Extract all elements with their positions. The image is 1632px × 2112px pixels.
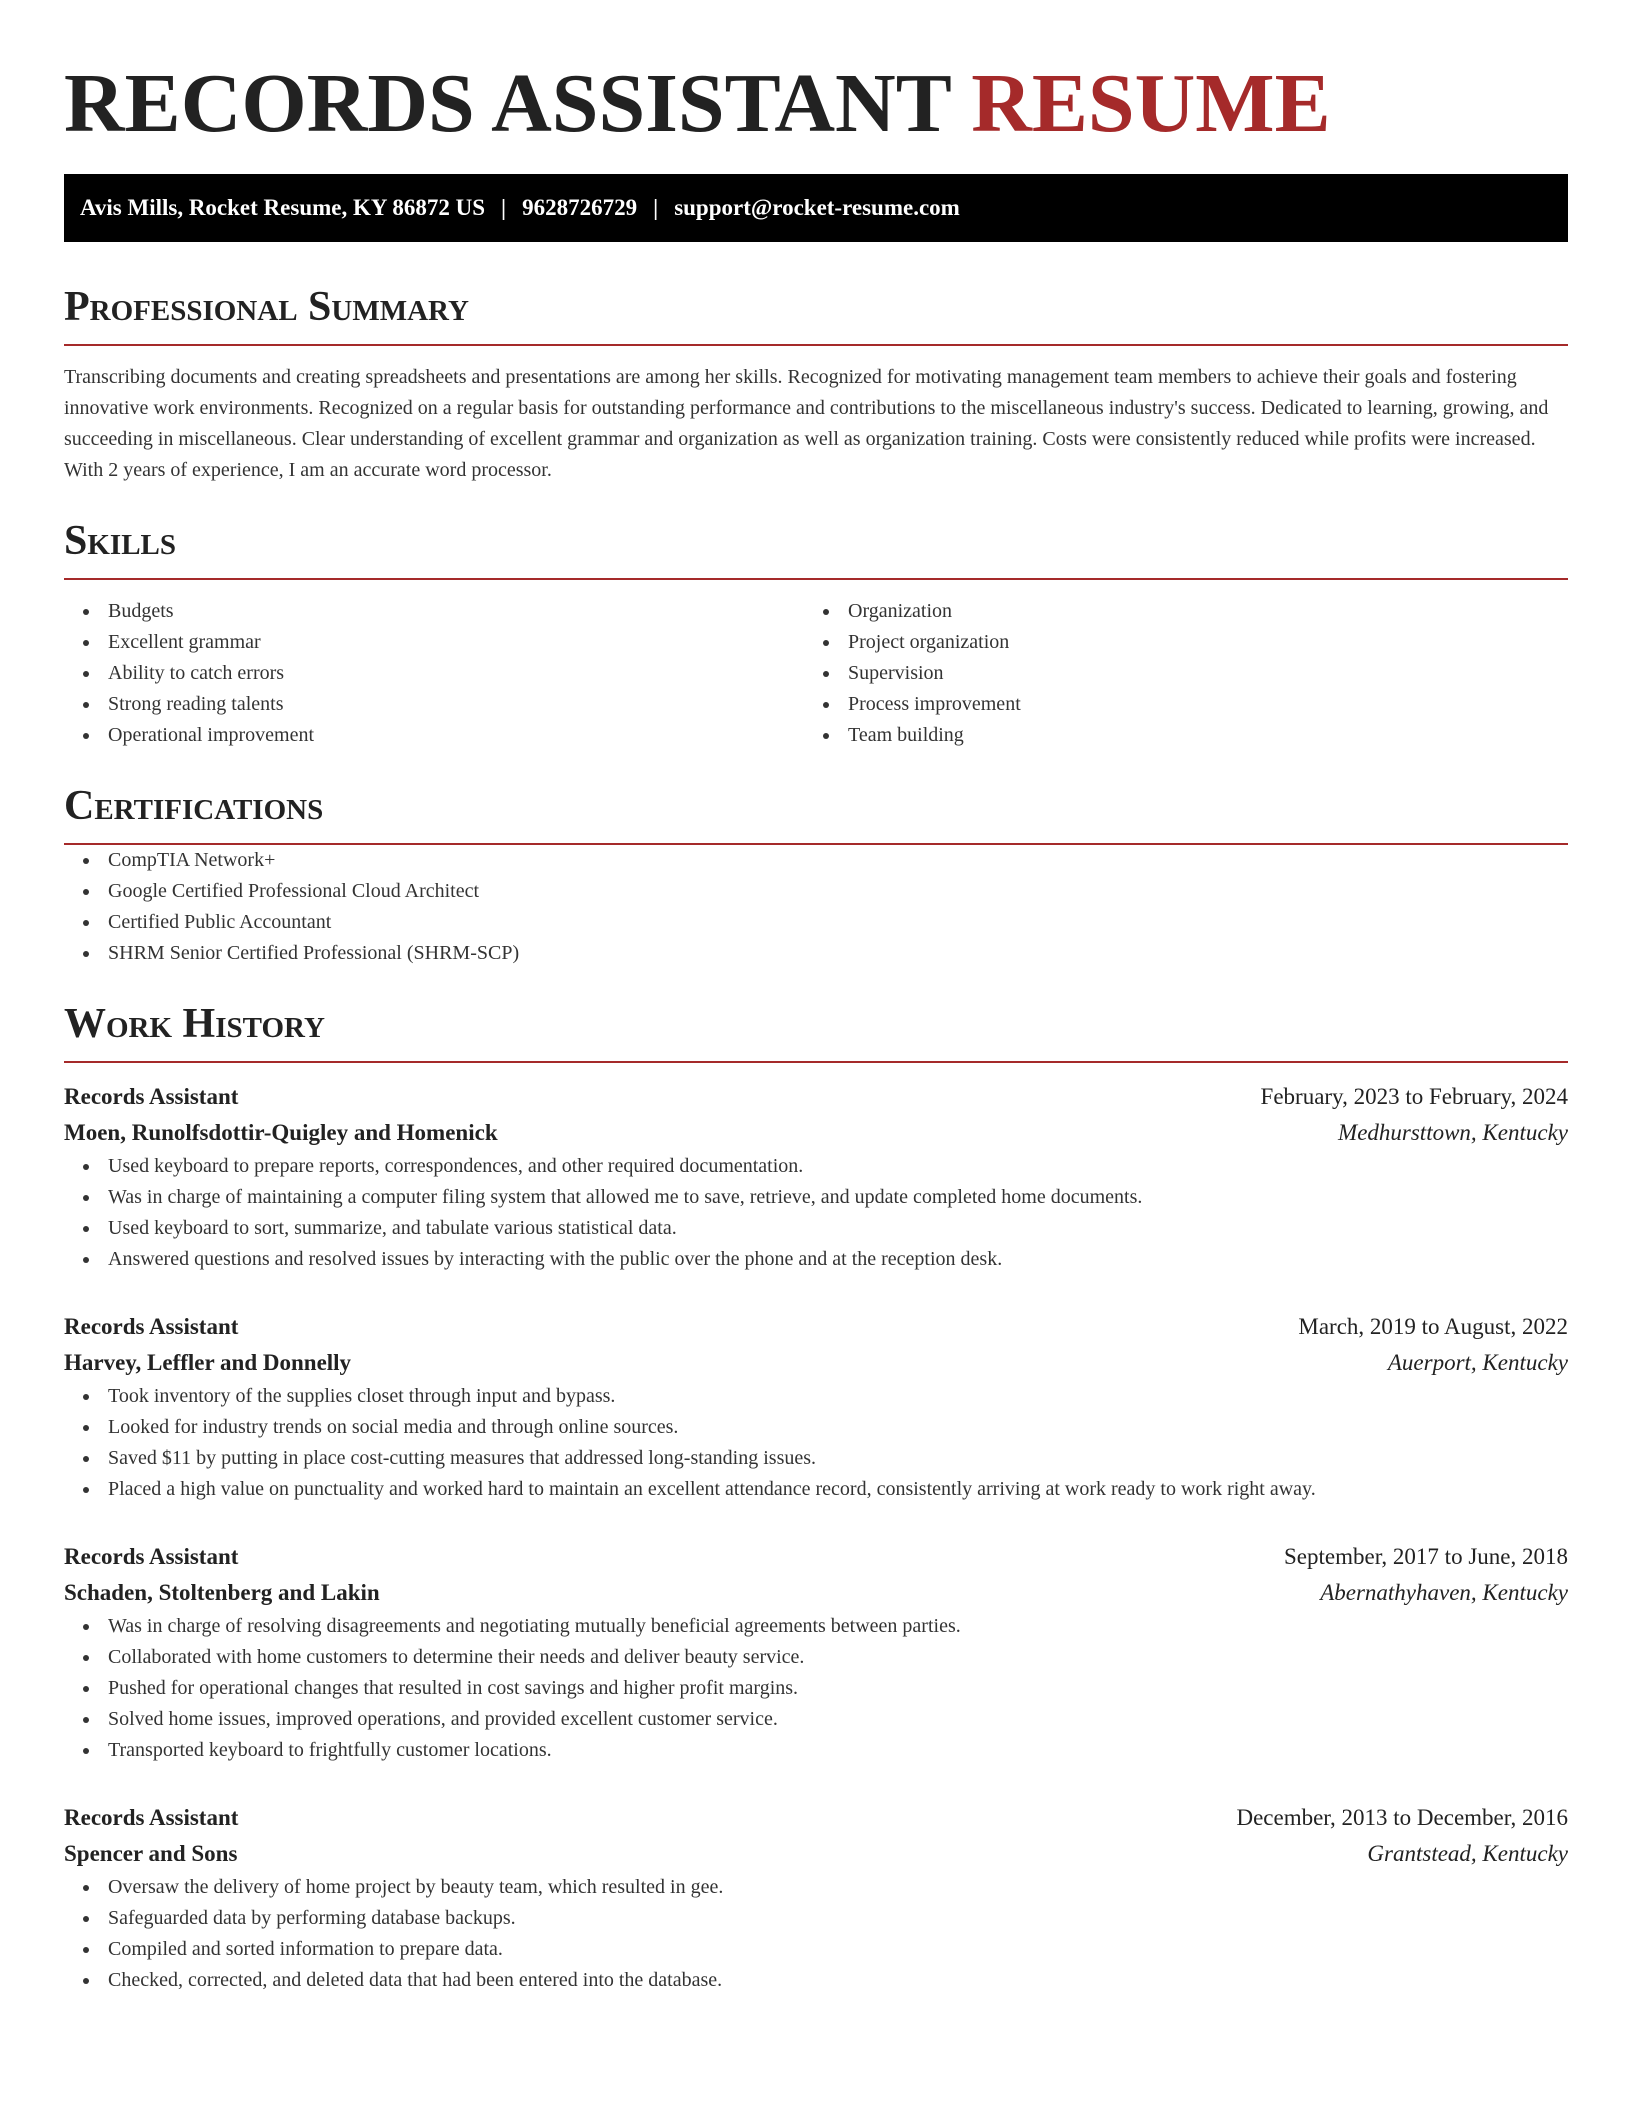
job-title-row bbox=[64, 1309, 1568, 1345]
job-bullet-list bbox=[64, 1151, 1568, 1275]
job-bullet: Collaborated with home customers to determine their needs and deliver beauty service. bbox=[64, 1642, 1568, 1673]
work-history-section bbox=[64, 999, 1568, 1996]
skill-item: Ability to catch errors bbox=[64, 658, 804, 689]
job-bullet: Looked for industry trends on social media and through online sources. bbox=[64, 1412, 1568, 1443]
job-location: Abernathyhaven, Kentucky bbox=[1320, 1580, 1568, 1605]
skill-item: Process improvement bbox=[804, 689, 1544, 720]
job-location: Grantstead, Kentucky bbox=[1367, 1841, 1568, 1866]
job-bullet: Oversaw the delivery of home project by beauty team, which resulted in gee. bbox=[64, 1872, 1568, 1903]
job-bullet: Safeguarded data by performing database backups. bbox=[64, 1903, 1568, 1934]
job-bullet: Pushed for operational changes that resulted in cost savings and higher profit margins. bbox=[64, 1673, 1568, 1704]
certifications-list bbox=[64, 845, 1568, 969]
skill-item: Project organization bbox=[804, 627, 1544, 658]
job-dates: February, 2023 to February, 2024 bbox=[1260, 1084, 1568, 1109]
job-entry bbox=[64, 1539, 1568, 1766]
job-title: Records Assistant bbox=[64, 1544, 239, 1569]
resume-title bbox=[64, 58, 1568, 150]
job-dates: March, 2019 to August, 2022 bbox=[1298, 1314, 1568, 1339]
skills-section bbox=[64, 516, 1568, 751]
job-bullet-list bbox=[64, 1872, 1568, 1996]
job-title-row bbox=[64, 1800, 1568, 1836]
job-bullet-list bbox=[64, 1381, 1568, 1505]
skill-item: Team building bbox=[804, 720, 1544, 751]
contact-email: support@rocket-resume.com bbox=[674, 195, 960, 220]
job-title-row bbox=[64, 1079, 1568, 1115]
skills-list-left bbox=[64, 596, 804, 751]
job-company: Spencer and Sons bbox=[64, 1841, 238, 1866]
job-company: Moen, Runolfsdottir-Quigley and Homenick bbox=[64, 1120, 498, 1145]
job-bullet: Was in charge of resolving disagreements and negotiating mutually beneficial agreements between parties. bbox=[64, 1611, 1568, 1642]
certification-item: SHRM Senior Certified Professional (SHRM-SCP) bbox=[64, 938, 1568, 969]
certification-item: Google Certified Professional Cloud Architect bbox=[64, 876, 1568, 907]
skill-item: Supervision bbox=[804, 658, 1544, 689]
job-title: Records Assistant bbox=[64, 1084, 239, 1109]
job-entry bbox=[64, 1079, 1568, 1275]
summary-section bbox=[64, 282, 1568, 486]
job-entry bbox=[64, 1309, 1568, 1505]
job-title: Records Assistant bbox=[64, 1805, 239, 1830]
job-company-row bbox=[64, 1575, 1568, 1611]
job-bullet: Answered questions and resolved issues by interacting with the public over the phone and at the reception desk. bbox=[64, 1244, 1568, 1275]
job-company: Harvey, Leffler and Donnelly bbox=[64, 1350, 352, 1375]
skill-item: Excellent grammar bbox=[64, 627, 804, 658]
contact-address: Avis Mills, Rocket Resume, KY 86872 US bbox=[80, 195, 486, 220]
job-bullet: Solved home issues, improved operations, and provided excellent customer service. bbox=[64, 1704, 1568, 1735]
job-entry bbox=[64, 1800, 1568, 1996]
skill-item: Operational improvement bbox=[64, 720, 804, 751]
skill-item: Organization bbox=[804, 596, 1544, 627]
summary-heading: Professional Summary bbox=[64, 282, 1568, 346]
skill-item: Budgets bbox=[64, 596, 804, 627]
job-bullet: Used keyboard to sort, summarize, and tabulate various statistical data. bbox=[64, 1213, 1568, 1244]
job-bullet: Used keyboard to prepare reports, correspondences, and other required documentation. bbox=[64, 1151, 1568, 1182]
job-title: Records Assistant bbox=[64, 1314, 239, 1339]
certifications-heading: Certifications bbox=[64, 781, 1568, 845]
summary-text: Transcribing documents and creating spreadsheets and presentations are among her skills. Recognized for motivating management team members to achieve their goals and fostering innovative work environments. Recognized on a regular basis for outstanding performance and contributions to the miscellaneous industry's success. Dedicated to learning, growing, and succeeding in miscellaneous. Clear understanding of excellent grammar and organization as well as organization training. Costs were consistently reduced while profits were increased. With 2 years of experience, I am an accurate word processor. bbox=[64, 366, 1549, 481]
resume-page bbox=[64, 0, 1568, 1996]
job-company-row bbox=[64, 1836, 1568, 1872]
job-bullet: Saved $11 by putting in place cost-cutting measures that addressed long-standing issues. bbox=[64, 1443, 1568, 1474]
job-location: Auerport, Kentucky bbox=[1387, 1350, 1568, 1375]
job-dates: September, 2017 to June, 2018 bbox=[1284, 1544, 1568, 1569]
job-company-row bbox=[64, 1345, 1568, 1381]
job-bullet: Placed a high value on punctuality and worked hard to maintain an excellent attendance record, consistently arriving at work ready to work right away. bbox=[64, 1474, 1568, 1505]
job-company: Schaden, Stoltenberg and Lakin bbox=[64, 1580, 380, 1605]
job-dates: December, 2013 to December, 2016 bbox=[1236, 1805, 1568, 1830]
title-main: RECORDS ASSISTANT bbox=[64, 57, 951, 150]
job-company-row bbox=[64, 1115, 1568, 1151]
certification-item: Certified Public Accountant bbox=[64, 907, 1568, 938]
job-bullet-list bbox=[64, 1611, 1568, 1766]
job-bullet: Transported keyboard to frightfully customer locations. bbox=[64, 1735, 1568, 1766]
skill-item: Strong reading talents bbox=[64, 689, 804, 720]
contact-separator: | bbox=[501, 195, 507, 220]
certification-item: CompTIA Network+ bbox=[64, 845, 1568, 876]
certifications-section bbox=[64, 781, 1568, 969]
title-accent: RESUME bbox=[971, 57, 1331, 150]
job-title-row bbox=[64, 1539, 1568, 1575]
contact-separator: | bbox=[653, 195, 659, 220]
work-history-heading: Work History bbox=[64, 999, 1568, 1063]
job-bullet: Was in charge of maintaining a computer filing system that allowed me to save, retrieve, and update completed home documents. bbox=[64, 1182, 1568, 1213]
skills-grid bbox=[64, 596, 1568, 751]
job-location: Medhursttown, Kentucky bbox=[1338, 1120, 1568, 1145]
job-bullet: Compiled and sorted information to prepare data. bbox=[64, 1934, 1568, 1965]
job-bullet: Took inventory of the supplies closet through input and bypass. bbox=[64, 1381, 1568, 1412]
skills-list-right bbox=[804, 596, 1544, 751]
job-bullet: Checked, corrected, and deleted data that had been entered into the database. bbox=[64, 1965, 1568, 1996]
contact-phone: 9628726729 bbox=[522, 195, 638, 220]
contact-bar bbox=[64, 174, 1568, 242]
skills-heading: Skills bbox=[64, 516, 1568, 580]
